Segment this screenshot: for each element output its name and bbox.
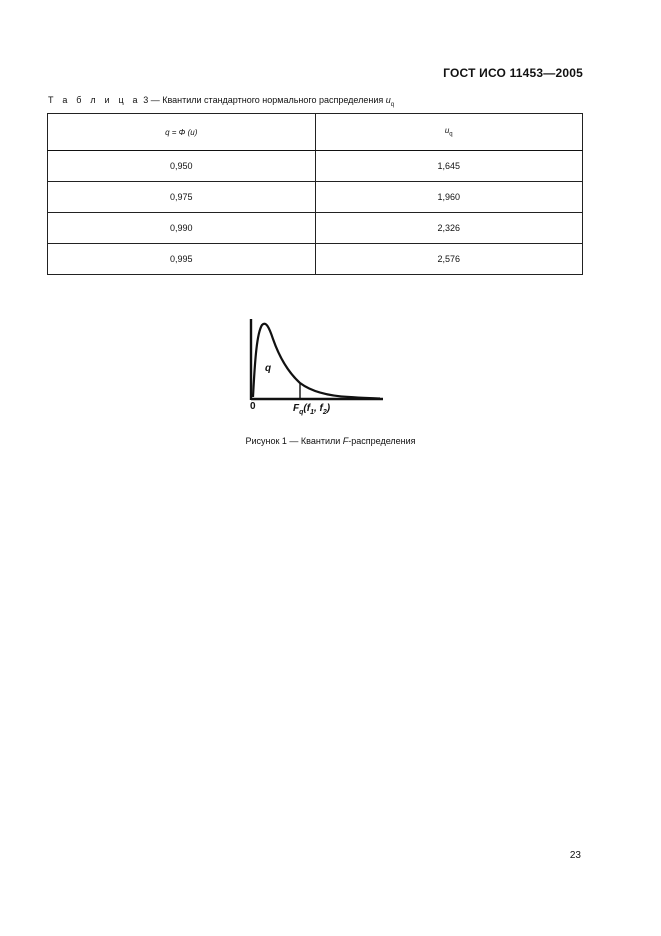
table-caption-prefix: Т а б л и ц а [48,95,141,105]
table-caption [48,95,394,108]
figure-caption [0,436,661,446]
table-caption-text: 3 — Квантили стандартного нормального распределения [143,95,384,105]
cell-q: 0,950 [48,151,316,182]
area-q-label: q [265,363,272,374]
cell-q: 0,990 [48,213,316,244]
quantile-label-close: ) [326,403,331,414]
cell-q: 0,975 [48,182,316,213]
standard-header: ГОСТ ИСО 11453—2005 [443,66,583,80]
column-header-q-text: q = Φ (u) [165,127,198,137]
density-curve [253,324,380,399]
figure-caption-variable: F [342,436,349,446]
quantile-label-main: F [293,403,300,414]
page-number: 23 [569,850,581,861]
table-row [48,244,583,275]
cell-u: 1,645 [315,151,583,182]
quantile-label-sub: q [299,409,304,416]
column-header-u [315,114,583,151]
cell-q: 0,995 [48,244,316,275]
cell-u: 2,326 [315,213,583,244]
figure-caption-before: Рисунок 1 — Квантили [245,436,343,446]
table-row [48,182,583,213]
table-header-row [48,114,583,151]
column-header-q [48,114,316,151]
quantile-label-open: (f [303,403,311,414]
quantile-label [293,403,330,416]
column-header-u-var: u [444,126,450,136]
cell-u: 1,960 [315,182,583,213]
quantiles-table [47,113,583,275]
figure-caption-after: -распределения [348,436,416,446]
table-caption-variable-subscript: q [390,101,395,108]
cell-u: 2,576 [315,244,583,275]
table-row [48,151,583,182]
column-header-u-subscript: q [449,131,453,138]
table-row [48,213,583,244]
quantile-label-arg2: 2 [322,409,327,416]
quantile-label-mid: , f [313,403,323,414]
quantile-label-arg1: 1 [310,409,314,416]
origin-label: 0 [250,401,256,412]
table-caption-variable: u [385,95,391,105]
f-distribution-figure [244,313,394,418]
